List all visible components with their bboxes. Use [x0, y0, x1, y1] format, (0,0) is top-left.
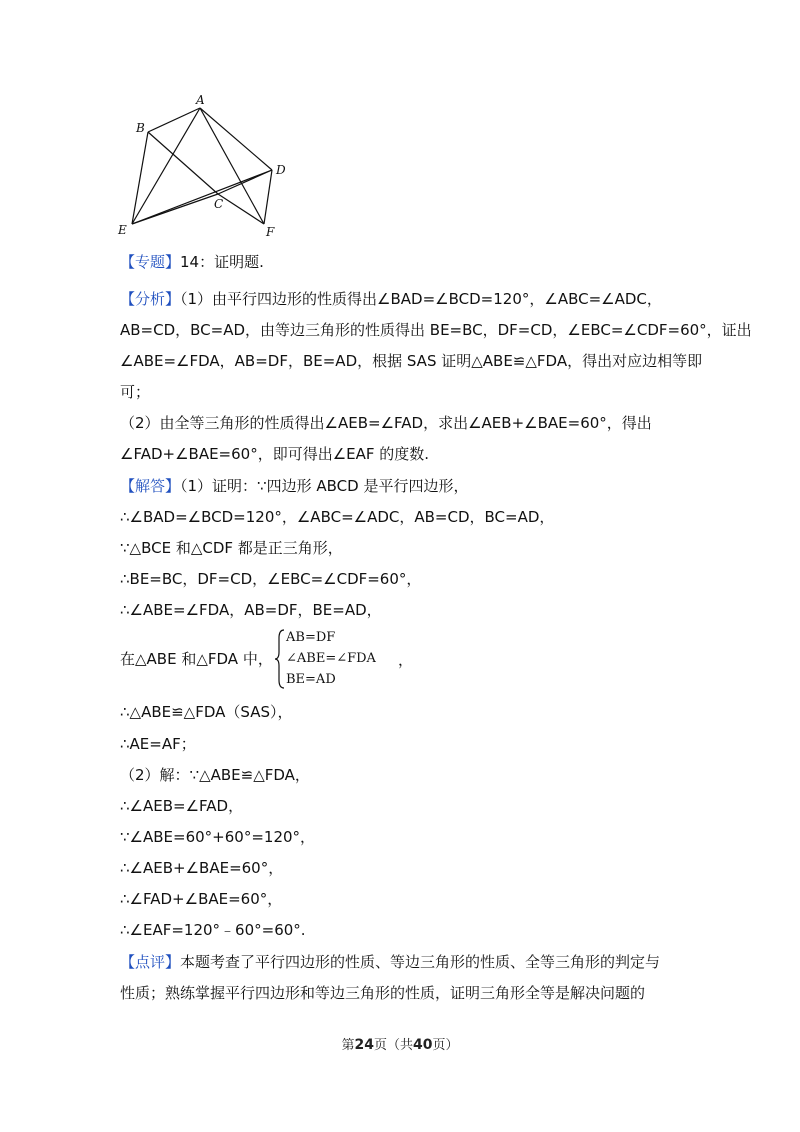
segment-af [200, 108, 264, 224]
vertex-label-f: F [266, 225, 275, 239]
solution-line-13: ∴∠EAF=120°﹣60°=60°. [120, 921, 306, 939]
geometry-figure [112, 88, 312, 240]
solution-line-12: ∴∠FAD+∠BAE=60°， [120, 890, 283, 908]
solution-line-9: ∴∠AEB=∠FAD， [120, 797, 244, 815]
analysis-line-5: （2）由全等三角形的性质得出∠AEB=∠FAD，求出∠AEB+∠BAE=60°，得出 [120, 414, 652, 432]
solution-text: （1）证明：∵四边形 ABCD 是平行四边形， [180, 477, 469, 495]
analysis-line-4: 可； [120, 383, 151, 401]
solution-tag: 【解答】 [120, 477, 181, 495]
solution-line-5: ∴∠ABE=∠FDA，AB=DF，BE=AD， [120, 601, 382, 619]
solution-line-7: ∴AE=AF； [120, 735, 196, 753]
system-line: AB=DF [286, 630, 336, 645]
left-brace-icon [274, 628, 286, 690]
system-line: ∠ABE=∠FDA [286, 651, 376, 666]
analysis-line-6: ∠FAD+∠BAE=60°，即可得出∠EAF 的度数. [120, 445, 430, 463]
vertex-label-d: D [276, 163, 286, 177]
page-footer [0, 1034, 800, 1053]
topic-line [120, 252, 264, 272]
system-lines [286, 628, 376, 691]
vertex-label-b: B [136, 121, 145, 135]
segment-ab [148, 108, 200, 132]
comment-text: 本题考查了平行四边形的性质、等边三角形的性质、全等三角形的判定与 [180, 953, 661, 971]
footer-suffix: 页） [432, 1038, 459, 1053]
solution-line-10: ∵∠ABE=60°+60°=120°， [120, 828, 316, 846]
solution-line-2: ∴∠BAD=∠BCD=120°，∠ABC=∠ADC，AB=CD，BC=AD， [120, 508, 555, 526]
vertex-label-c: C [214, 197, 224, 211]
vertex-label-a: A [196, 93, 205, 107]
comment-tag: 【点评】 [120, 953, 181, 971]
comment-line-1 [120, 952, 660, 972]
comment-line-2: 性质；熟练掌握平行四边形和等边三角形的性质，证明三角形全等是解决问题的 [120, 984, 646, 1002]
solution-line-8: （2）解：∵△ABE≌△FDA， [120, 766, 310, 784]
analysis-tag: 【分析】 [120, 290, 181, 308]
congruence-system [120, 628, 540, 690]
footer-mid: 页（共 [373, 1038, 413, 1053]
vertex-label-e: E [118, 223, 127, 237]
segment-bc [148, 132, 218, 194]
segment-df [264, 170, 272, 224]
analysis-line-2: AB=CD，BC=AD，由等边三角形的性质得出 BE=BC，DF=CD，∠EBC=∠CDF=60°，证出 [120, 321, 752, 339]
analysis-line-1 [120, 289, 662, 309]
parallelogram-diagram [112, 88, 312, 240]
page-number: 24 [354, 1037, 374, 1053]
solution-line-11: ∴∠AEB+∠BAE=60°， [120, 859, 284, 877]
segment-cf [218, 194, 264, 224]
topic-text: 14：证明题. [180, 253, 264, 271]
analysis-text: （1）由平行四边形的性质得出∠BAD=∠BCD=120°，∠ABC=∠ADC， [180, 290, 662, 308]
solution-line-6: ∴△ABE≌△FDA（SAS）， [120, 703, 293, 721]
solution-line-3: ∵△BCE 和△CDF 都是正三角形， [120, 539, 343, 557]
topic-tag: 【专题】 [120, 253, 181, 271]
system-line: BE=AD [286, 672, 336, 687]
footer-prefix: 第 [341, 1038, 355, 1053]
page-total: 40 [413, 1037, 433, 1053]
segment-ad [200, 108, 272, 170]
solution-line-1 [120, 476, 468, 496]
system-tail: ， [398, 651, 414, 669]
system-lead: 在△ABE 和△FDA 中， [120, 650, 273, 668]
analysis-line-3: ∠ABE=∠FDA，AB=DF，BE=AD，根据 SAS 证明△ABE≌△FDA，得出对应边相等即 [120, 352, 703, 370]
solution-line-4: ∴BE=BC，DF=CD，∠EBC=∠CDF=60°， [120, 570, 422, 588]
